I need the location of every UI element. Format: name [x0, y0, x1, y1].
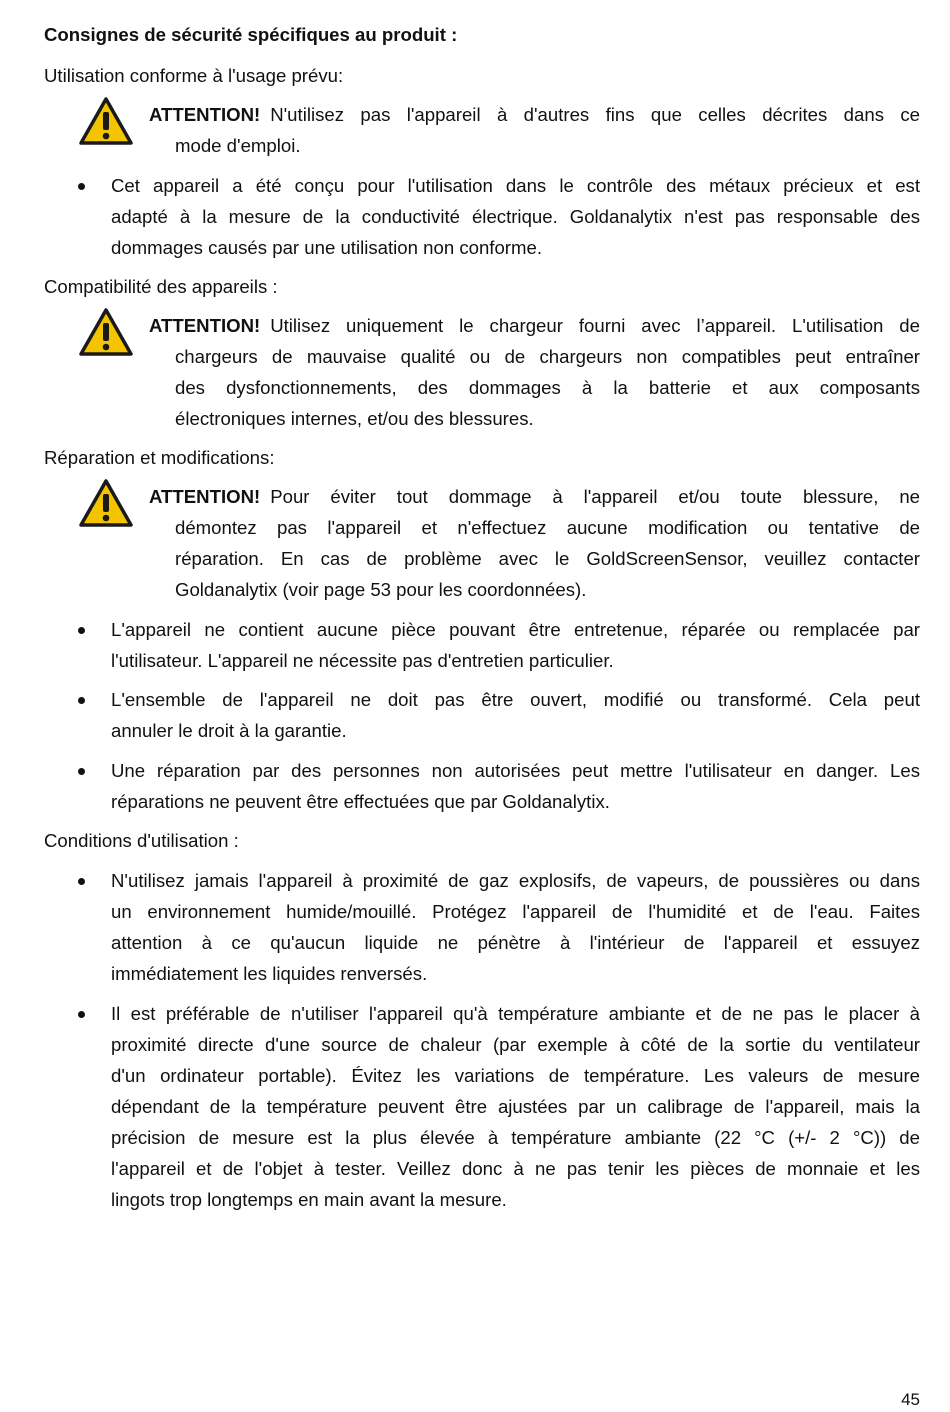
warning-line: électroniques internes, et/ou des blessures.: [175, 408, 534, 429]
bullet-line: l'utilisateur. L'appareil ne nécessite pas d'entretien particulier.: [111, 650, 614, 671]
bullet-line: immédiatement les liquides renversés.: [111, 963, 428, 984]
warning-line: des dysfonctionnements, des dommages à la batterie et aux composants: [175, 377, 920, 398]
attention-label: ATTENTION!: [149, 104, 261, 125]
bullet-line: dépendant de la température peuvent être ajustées par un calibrage de l'appareil, mais la: [111, 1096, 920, 1117]
bullet-icon: [78, 183, 85, 190]
bullet-icon: [78, 627, 85, 634]
bullet-line: précision de mesure est la plus élevée à température ambiante (22 °C (+/- 2 °C)) de: [111, 1127, 920, 1148]
bullet-icon: [78, 878, 85, 885]
attention-label: ATTENTION!: [149, 315, 261, 336]
attention-label: ATTENTION!: [149, 486, 261, 507]
warning-text: [149, 310, 920, 434]
bullet-line: dommages causés par une utilisation non conforme.: [111, 237, 542, 258]
warning-line: mode d'emploi.: [175, 135, 301, 156]
repair-label: Réparation et modifications:: [44, 447, 275, 468]
warning-line: Pour éviter tout dommage à l'appareil et/ou toute blessure, ne: [270, 486, 920, 507]
warning-triangle-icon: [78, 96, 134, 146]
bullet-icon: [78, 1011, 85, 1018]
warning-line: N'utilisez pas l'appareil à d'autres fins que celles décrites dans ce: [270, 104, 920, 125]
warning-triangle-icon: [78, 307, 134, 357]
bullet-line: L'appareil ne contient aucune pièce pouvant être entretenue, réparée ou remplacée par: [111, 619, 920, 640]
bullet-line: d'un ordinateur portable). Évitez les variations de température. Les valeurs de mesure: [111, 1065, 920, 1086]
bullet-line: attention à ce qu'aucun liquide ne pénètre à l'intérieur de l'appareil et essuyez: [111, 932, 920, 953]
warning-line: réparation. En cas de problème avec le GoldScreenSensor, veuillez contacter: [175, 548, 920, 569]
bullet-line: Il est préférable de n'utiliser l'appareil qu'à température ambiante et de ne pas le placer à: [111, 1003, 920, 1024]
bullet-line: Cet appareil a été conçu pour l'utilisation dans le contrôle des métaux précieux et est: [111, 175, 920, 196]
bullet-line: réparations ne peuvent être effectuées que par Goldanalytix.: [111, 791, 610, 812]
bullet-line: proximité directe d'une source de chaleur (par exemple à côté de la sortie du ventilateur: [111, 1034, 920, 1055]
warning-line: démontez pas l'appareil et n'effectuez aucune modification ou tentative de: [175, 517, 920, 538]
bullet-line: L'ensemble de l'appareil ne doit pas être ouvert, modifié ou transformé. Cela peut: [111, 689, 920, 710]
bullet-line: lingots trop longtemps en main avant la mesure.: [111, 1189, 507, 1210]
section-heading: Consignes de sécurité spécifiques au produit :: [44, 24, 458, 45]
bullet-line: Une réparation par des personnes non autorisées peut mettre l'utilisateur en danger. Les: [111, 760, 920, 781]
bullet-line: annuler le droit à la garantie.: [111, 720, 347, 741]
bullet-icon: [78, 768, 85, 775]
warning-line: chargeurs de mauvaise qualité ou de chargeurs non compatibles peut entraîner: [175, 346, 920, 367]
bullet-line: adapté à la mesure de la conductivité électrique. Goldanalytix n'est pas responsable des: [111, 206, 920, 227]
bullet-line: N'utilisez jamais l'appareil à proximité de gaz explosifs, de vapeurs, de poussières ou dans: [111, 870, 920, 891]
warning-line: Utilisez uniquement le chargeur fourni avec l’appareil. L'utilisation de: [270, 315, 920, 336]
bullet-line: l'appareil et de l'objet à tester. Veillez donc à ne pas tenir les pièces de monnaie et les: [111, 1158, 920, 1179]
conditions-label: Conditions d'utilisation :: [44, 830, 239, 851]
warning-line: Goldanalytix (voir page 53 pour les coordonnées).: [175, 579, 587, 600]
warning-text: [149, 481, 920, 605]
bullet-line: un environnement humide/mouillé. Protégez l'appareil de l'humidité et de l'eau. Faites: [111, 901, 920, 922]
compat-label: Compatibilité des appareils :: [44, 276, 278, 297]
warning-text: [149, 99, 920, 161]
bullet-icon: [78, 697, 85, 704]
warning-triangle-icon: [78, 478, 134, 528]
page-number: 45: [901, 1390, 920, 1409]
usage-label: Utilisation conforme à l'usage prévu:: [44, 65, 344, 86]
